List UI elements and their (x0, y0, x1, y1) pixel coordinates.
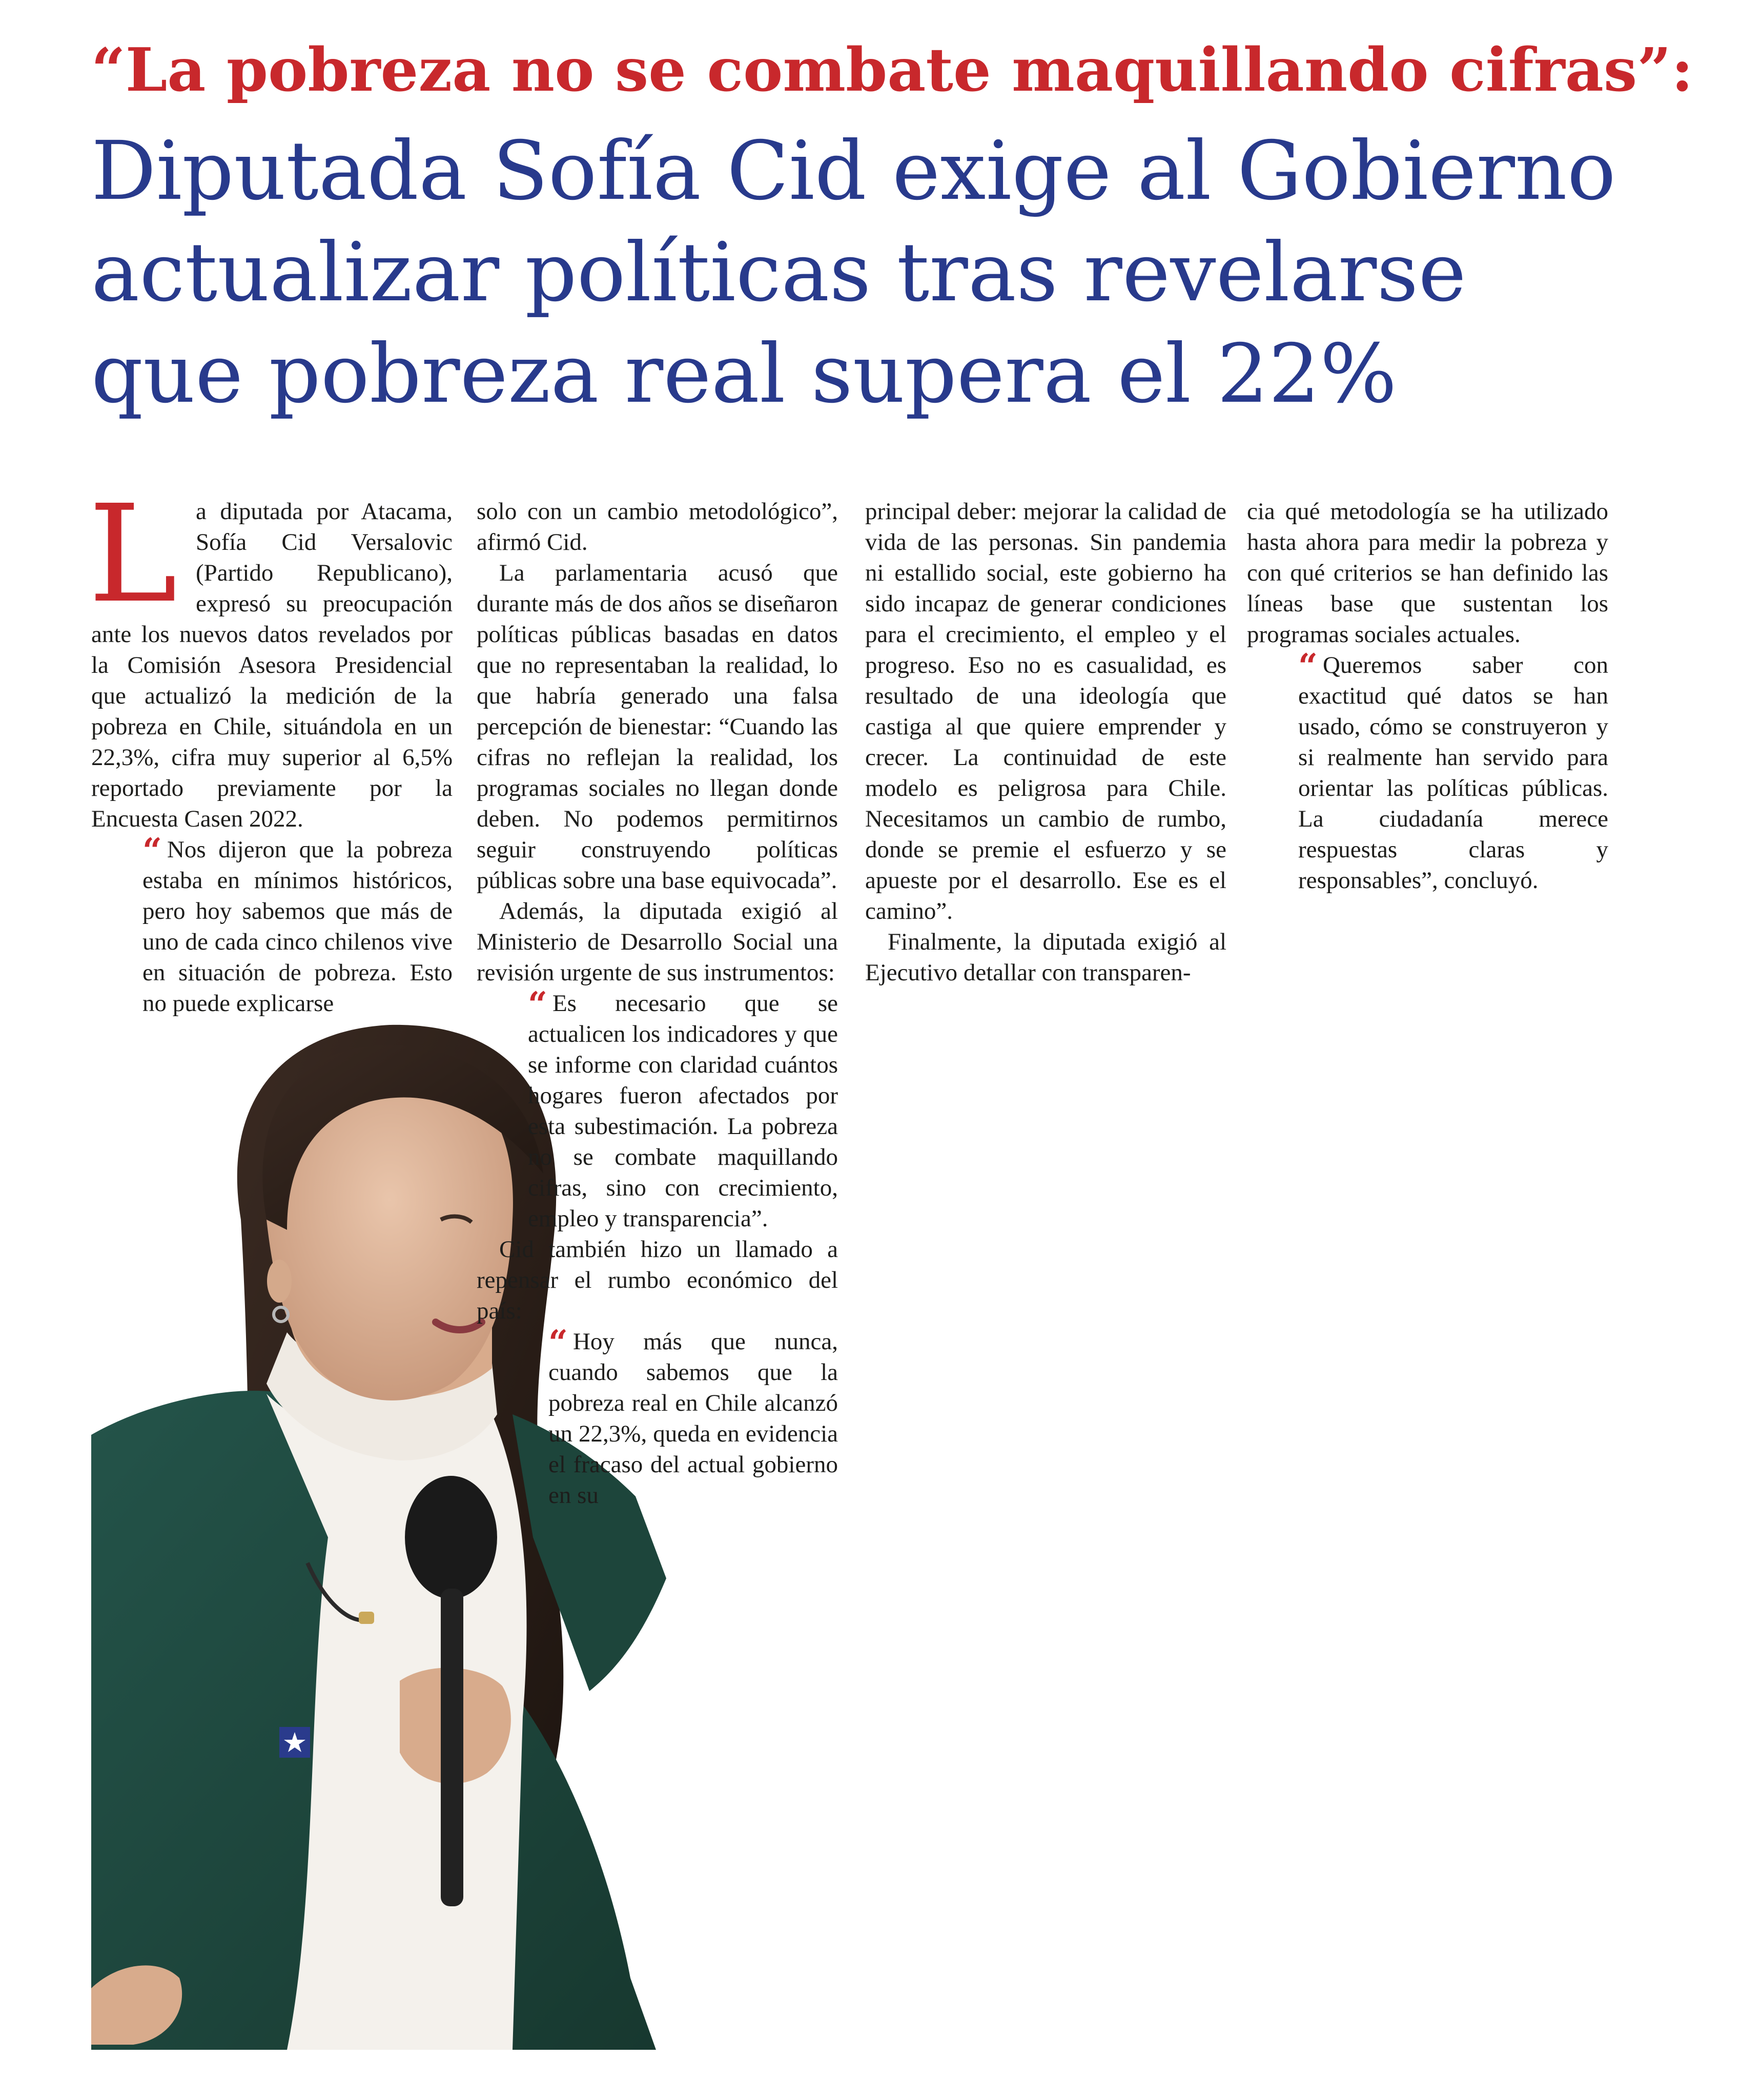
quote-4-text: Queremos saber con exactitud qué datos se han usado, cómo se construyeron y si realmente han servido para orientar las políticas públicas. La ciudadanía merece respuestas claras y responsables”, concluyó. (1298, 652, 1608, 894)
paragraph-5: Finalmente, la diputada exigió al Ejecutivo detallar con transparen- (865, 929, 1226, 986)
quote-1-text: Nos dijeron que la pobreza estaba en mínimos históricos, pero hoy sabemos que más de uno de cada cinco chilenos vive en situación de pobreza. Esto no puede explicarse (142, 836, 453, 1017)
quote-3 (477, 1323, 838, 1511)
paragraph-5-continuation: cia qué metodología se ha utilizado hasta ahora para medir la pobreza y con qué criterios se han definido las líneas base que sustentan los programas sociales actuales. (1247, 498, 1608, 648)
column-4 (1247, 496, 1608, 896)
quote-3-text: Hoy más que nunca, cuando sabemos que la pobreza real en Chile alcanzó un 22,3%, queda en evidencia el fracaso del actual gobierno en su (548, 1328, 838, 1509)
quote-4 (1247, 646, 1608, 896)
paragraph-4: Cid también hizo un llamado a repensar el rumbo económico del país: (477, 1236, 838, 1324)
flag-pin-icon (279, 1727, 310, 1758)
column-2 (477, 496, 838, 1511)
quote-1 (91, 831, 453, 1019)
quote-1-continuation: solo con un cambio metodológico”, afirmó Cid. (477, 498, 838, 555)
headline-line-1: Diputada Sofía Cid exige al Gobierno (91, 124, 1616, 218)
quote-mark-icon: “ (548, 1323, 568, 1363)
headline-line-2: actualizar políticas tras revelarse (91, 225, 1466, 320)
paragraph-1: a diputada por Atacama, Sofía Cid Versalovic (Partido Republicano), expresó su preocupación ante los nuevos datos revelados por la Comisión Asesora Presidencial que actualizó la medición de la pobreza en Chile, situándola en un 22,3%, cifra muy superior al 6,5% reportado previamente por la Encuesta Casen 2022. (91, 498, 453, 832)
quote-3-continuation: principal deber: mejorar la calidad de vida de las personas. Sin pandemia ni estallido social, este gobierno ha sido incapaz de generar condiciones para el crecimiento, el empleo y el progreso. Eso no es casualidad, es resultado de una ideología que castiga al que quiere emprender y crecer. La continuidad de este modelo es peligrosa para Chile. Necesitamos un cambio de rumbo, donde se premie el esfuerzo y se apueste por el desarrollo. Ese es el camino”. (865, 498, 1226, 924)
paragraph-3: Además, la diputada exigió al Ministerio de Desarrollo Social una revisión urgente de sus instrumentos: (477, 898, 838, 986)
quote-2-text: Es necesario que se actualicen los indicadores y que se informe con claridad cuántos hogares fueron afectados por esta subestimación. La pobreza no se combate maquillando cifras, sino con crecimiento, empleo y transparencia”. (528, 990, 838, 1232)
kicker: “La pobreza no se combate maquillando cifras”: (91, 35, 1693, 105)
paragraph-2: La parlamentaria acusó que durante más de dos años se diseñaron políticas públicas basadas en datos que no representaban la realidad, lo que habría generado una falsa percepción de bienestar: “Cuando las cifras no reflejan la realidad, los programas sociales no llegan donde deben. No podemos permitirnos seguir construyendo políticas públicas sobre una base equivocada”. (477, 560, 838, 894)
headline-line-3: que pobreza real supera el 22% (91, 327, 1397, 421)
column-3 (865, 496, 1226, 988)
quote-mark-icon: “ (142, 831, 162, 871)
column-1 (88, 476, 453, 1019)
quote-mark-icon: “ (1298, 646, 1318, 686)
quote-mark-icon: “ (528, 984, 547, 1024)
quote-2 (477, 984, 838, 1234)
drop-cap: L (88, 476, 177, 632)
